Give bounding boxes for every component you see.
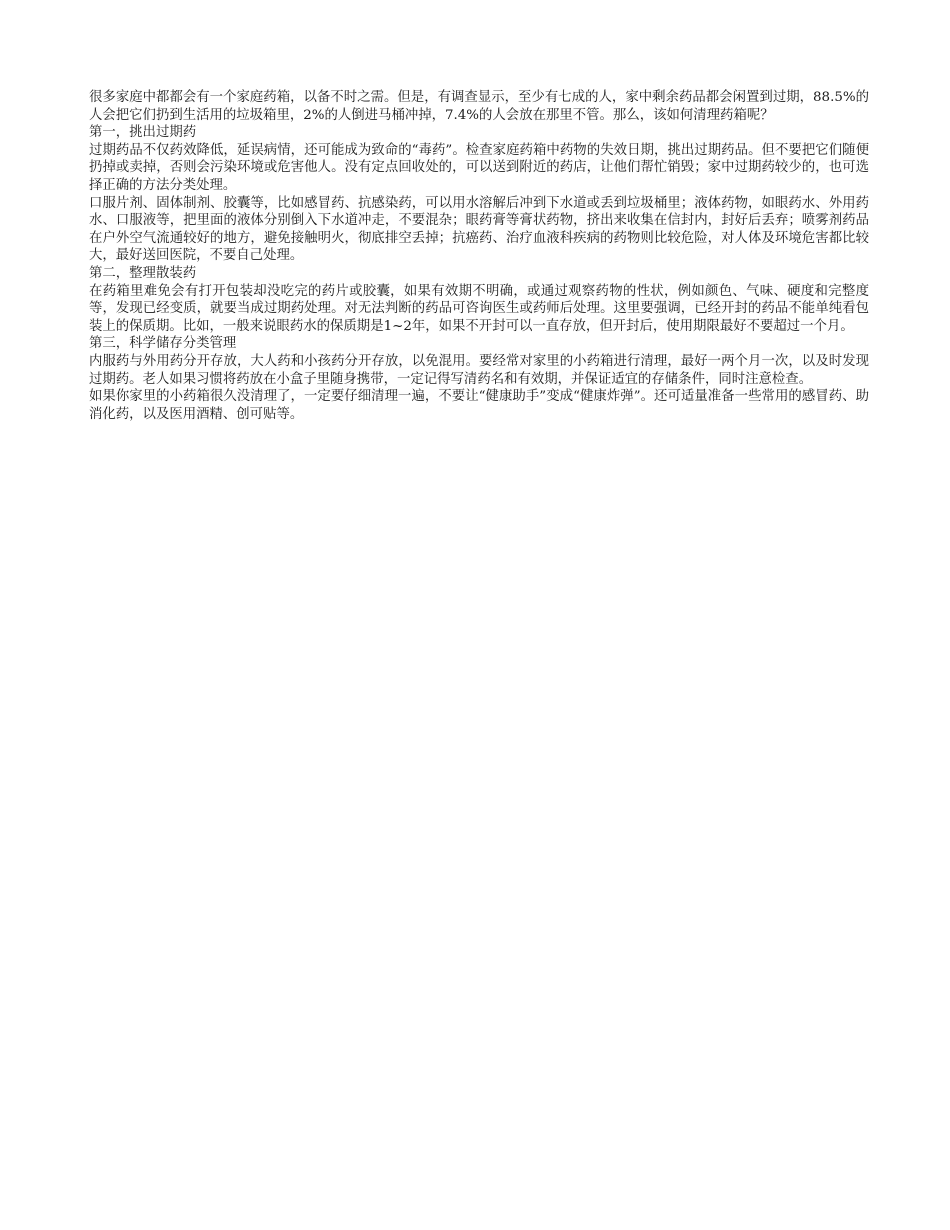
- article-body: [89, 89, 869, 423]
- section3-paragraph-1: 内服药与外用药分开存放，大人药和小孩药分开存放，以免混用。要经常对家里的小药箱进行清理，最好一两个月一次，以及时发现过期药。老人如果习惯将药放在小盒子里随身携带，一定记得写清药名和有效期，并保证适宜的存储条件，同时注意检查。: [89, 353, 869, 387]
- section1-paragraph-2: 口服片剂、固体制剂、胶囊等，比如感冒药、抗感染药，可以用水溶解后冲到下水道或丢到垃圾桶里；液体药物，如眼药水、外用药水、口服液等，把里面的液体分别倒入下水道冲走，不要混杂；眼药膏等膏状药物，挤出来收集在信封内，封好后丢弃；喷雾剂药品在户外空气流通较好的地方，避免接触明火，彻底排空丢掉；抗癌药、治疗血液科疾病的药物则比较危险，对人体及环境危害都比较大，最好送回医院，不要自己处理。: [89, 195, 869, 264]
- section-heading-loose-medicine: 第二，整理散装药: [89, 265, 197, 281]
- section-heading-expired: 第一，挑出过期药: [89, 125, 197, 141]
- section2-paragraph-1: 在药箱里难免会有打开包装却没吃完的药片或胶囊，如果有效期不明确，或通过观察药物的性状，例如颜色、气味、硬度和完整度等，发现已经变质，就要当成过期药处理。对无法判断的药品可咨询医生或药师后处理。这里要强调，已经开封的药品不能单纯看包装上的保质期。比如，一般来说眼药水的保质期是1~2年，如果不开封可以一直存放，但开封后，使用期限最好不要超过一个月。: [89, 283, 869, 334]
- section1-paragraph-1: 过期药品不仅药效降低，延误病情，还可能成为致命的“毒药”。检查家庭药箱中药物的失效日期，挑出过期药品。但不要把它们随便扔掉或卖掉，否则会污染环境或危害他人。没有定点回收处的，可以送到附近的药店，让他们帮忙销毁；家中过期药较少的，也可选择正确的方法分类处理。: [89, 142, 869, 193]
- closing-paragraph: 如果你家里的小药箱很久没清理了，一定要仔细清理一遍，不要让“健康助手”变成“健康炸弹”。还可适量准备一些常用的感冒药、助消化药，以及医用酒精、创可贴等。: [89, 389, 869, 422]
- section-heading-storage: 第三，科学储存分类管理: [89, 336, 237, 352]
- intro-paragraph: 很多家庭中都都会有一个家庭药箱，以备不时之需。但是，有调查显示，至少有七成的人，家中剩余药品都会闲置到过期，88.5%的人会把它们扔到生活用的垃圾箱里，2%的人倒进马桶冲掉，7.4%的人会放在那里不管。那么，该如何清理药箱呢？: [89, 90, 869, 123]
